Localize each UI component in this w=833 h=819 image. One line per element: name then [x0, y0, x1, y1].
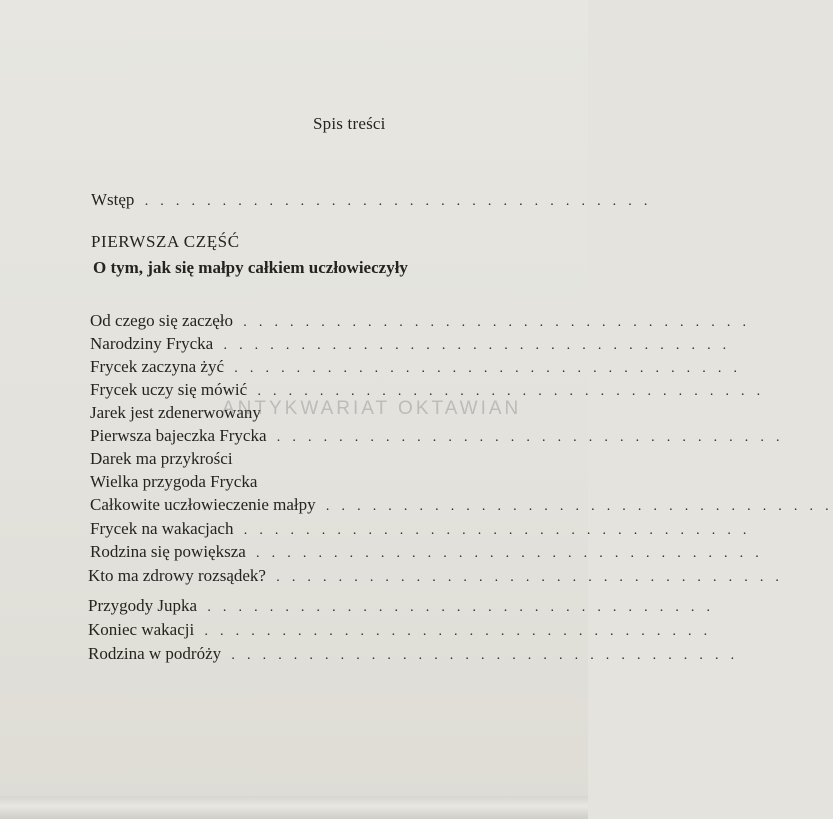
dot-leader: . . . . . . . . . . . . . . . . . . . . . . . . . . . . . . . . . — [207, 600, 715, 615]
dot-leader: . . . . . . . . . . . . . . . . . . . . . . . . . . . . . . . . . — [276, 430, 784, 445]
toc-entry — [90, 472, 502, 494]
toc-entry — [88, 596, 715, 618]
toc-entry-label: Frycek na wakacjach — [90, 519, 234, 538]
toc-entry — [90, 426, 784, 448]
watermark: ANTYKWARIAT OKTAWIAN — [222, 398, 522, 419]
toc-entry — [88, 620, 712, 642]
toc-entry-label: Rodzina w podróży — [88, 644, 222, 663]
toc-entry-label: Wstęp — [91, 190, 135, 209]
toc-entry-label: Frycek zaczyna żyć — [90, 357, 225, 376]
dot-leader: . . . . . . . . . . . . . . . . . . . . . . . . . . . . . . . . . — [243, 523, 751, 538]
part-title: PIERWSZA CZĘŚĆ — [91, 232, 240, 251]
toc-entry-label: Frycek uczy się mówić — [90, 380, 248, 399]
toc-entry-label: Pierwsza bajeczka Frycka — [90, 426, 267, 445]
toc-entry-label: Kto ma zdrowy rozsądek? — [88, 566, 266, 585]
toc-entry — [90, 495, 833, 517]
toc-entry-label: Od czego się zaczęło — [90, 311, 233, 330]
toc-entry-label: Wielka przygoda Frycka — [90, 472, 258, 491]
page-edge — [0, 796, 588, 819]
toc-entry — [88, 566, 784, 588]
toc-entry-label: Przygody Jupka — [88, 596, 198, 615]
dot-leader: . . . . . . . . . . . . . . . . . . . . . . . . . . . . . . . . . — [144, 194, 652, 209]
toc-entry — [90, 519, 751, 541]
toc-entry-intro — [91, 190, 652, 212]
toc-entry — [90, 357, 742, 379]
dot-leader: . . . . . . . . . . . . . . . . . . . . . . . . . . . . . . . . . — [204, 624, 712, 639]
toc-entry-label: Jarek jest zdenerwowany — [90, 403, 261, 422]
dot-leader: . . . . . . . . . . . . . . . . . . . . . . . . . . . . . . . . . — [276, 570, 784, 585]
dot-leader: . . . . . . . . . . . . . . . . . . . . . . . . . . . . . . . . . — [234, 361, 742, 376]
toc-entry-label: Rodzina się powiększa — [90, 542, 246, 561]
dot-leader: . . . . . . . . . . . . . . . . . . . . . . . . . . . . . . . . . — [223, 338, 731, 353]
page-title: Spis treści — [313, 114, 386, 133]
toc-entry-label: Darek ma przykrości — [90, 449, 233, 468]
toc-entry — [88, 644, 739, 666]
dot-leader: . . . . . . . . . . . . . . . . . . . . . . . . . . . . . . . . . — [257, 384, 765, 399]
dot-leader: . . . . . . . . . . . . . . . . . . . . . . . . . . . . . . . . . — [231, 648, 739, 663]
toc-entry-label: Narodziny Frycka — [90, 334, 214, 353]
dot-leader: . . . . . . . . . . . . . . . . . . . . . . . . . . . . . . . . . — [325, 499, 833, 514]
toc-entry-label: Koniec wakacji — [88, 620, 195, 639]
dot-leader: . . . . . . . . . . . . . . . . . . . . . . . . . . . . . . . . . — [243, 315, 751, 330]
dot-leader: . . . . . . . . . . . . . . . . . . . . . . . . . . . . . . . . . — [256, 546, 764, 561]
toc-entry — [90, 542, 764, 564]
toc-entry-label: Całkowite uczłowieczenie małpy — [90, 495, 316, 514]
part-subtitle: O tym, jak się małpy całkiem uczłowieczyły — [93, 258, 408, 277]
toc-entry — [90, 334, 731, 356]
toc-entry — [90, 449, 502, 471]
toc-entry — [90, 311, 751, 333]
